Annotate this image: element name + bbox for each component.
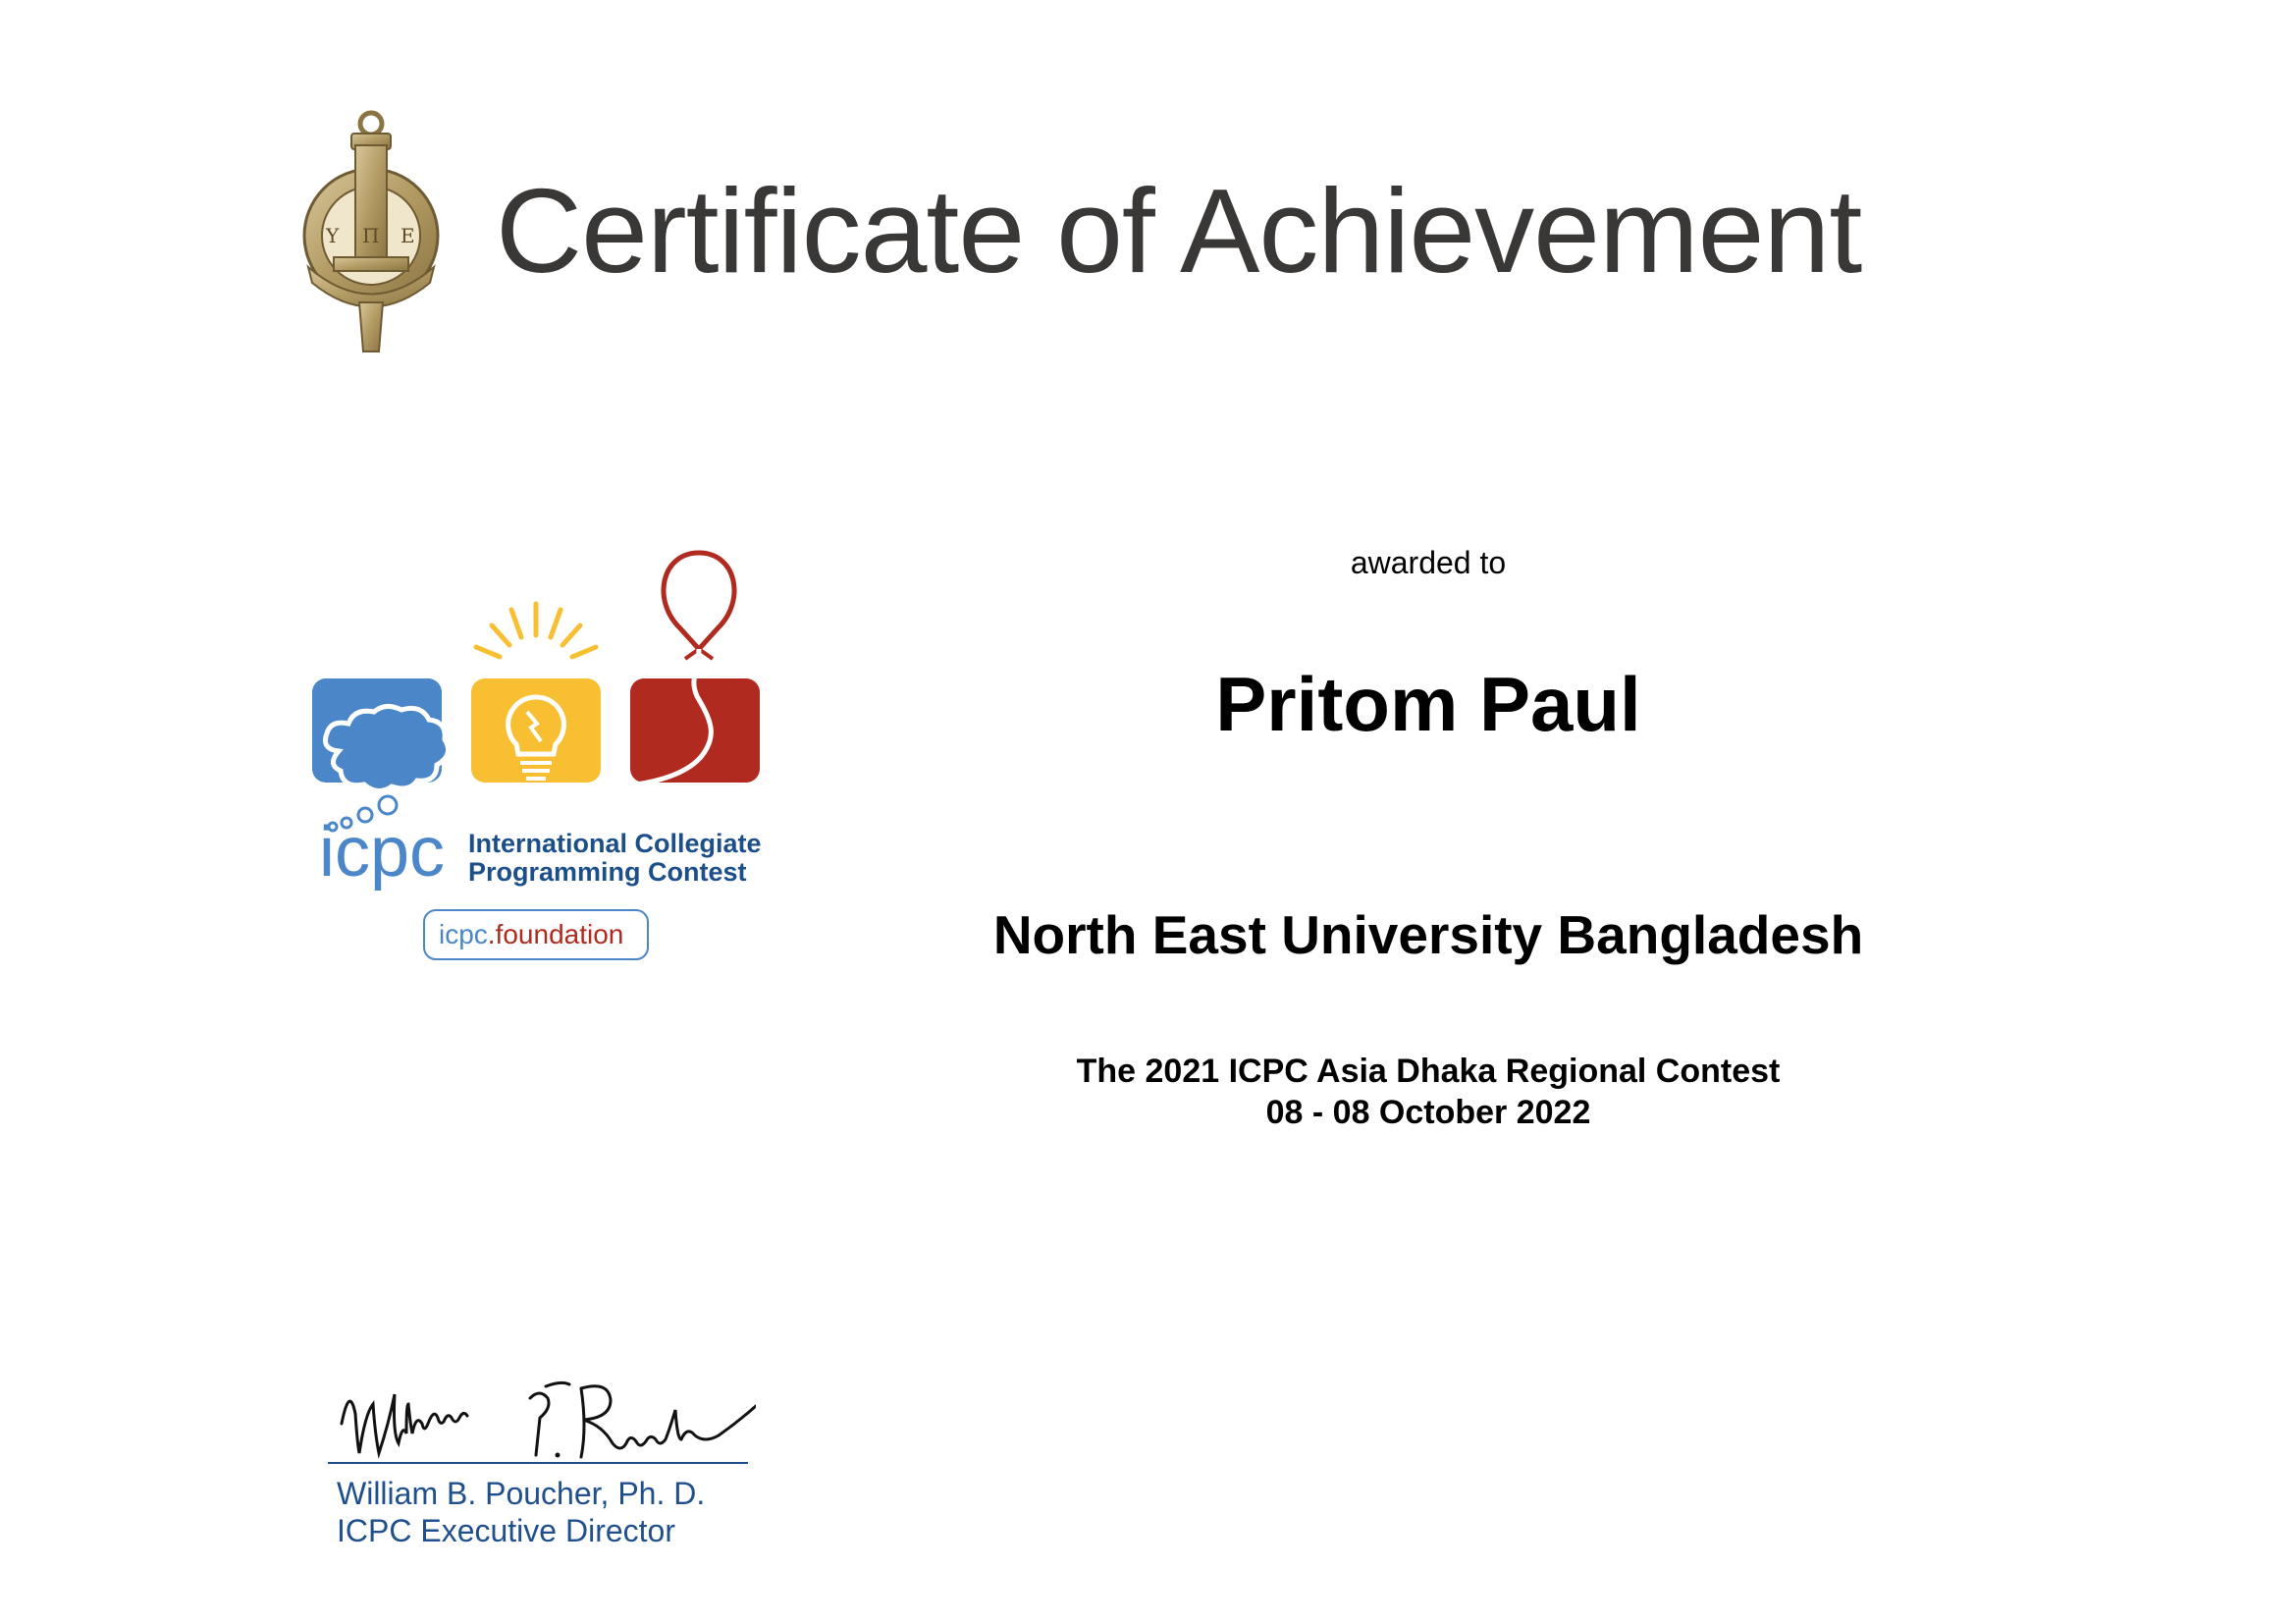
contest-name: The 2021 ICPC Asia Dhaka Regional Contest xyxy=(1076,1053,1781,1090)
contest-block xyxy=(913,1051,1944,1133)
award-pin-logo xyxy=(294,110,452,355)
awarded-label: awarded to xyxy=(1350,545,1507,580)
award-letter-epsilon: Ε xyxy=(400,224,415,247)
award-letter-upsilon: Υ xyxy=(326,224,340,247)
award-letter-pi: Π xyxy=(362,224,380,247)
svg-text:icpc.foundation xyxy=(439,919,623,949)
recipient-name: Pritom Paul xyxy=(1215,661,1641,747)
university-name: North East University Bangladesh xyxy=(992,904,1864,965)
signature-image xyxy=(324,1375,756,1473)
icpc-name-line2: Programming Contest xyxy=(468,857,747,887)
contest-dates: 08 - 08 October 2022 xyxy=(1265,1094,1591,1131)
page-title: Certificate of Achievement xyxy=(496,164,1862,298)
signatory-name: William B. Poucher, Ph. D. xyxy=(337,1476,706,1511)
icpc-short-wordmark: icpc xyxy=(319,813,446,892)
icpc-name-line1: International Collegiate xyxy=(468,829,762,858)
signatory-block xyxy=(337,1475,705,1549)
foundation-prefix: icpc xyxy=(439,919,488,949)
signatory-role: ICPC Executive Director xyxy=(337,1513,675,1548)
icpc-logo xyxy=(309,545,771,977)
foundation-suffix: .foundation xyxy=(487,919,624,949)
